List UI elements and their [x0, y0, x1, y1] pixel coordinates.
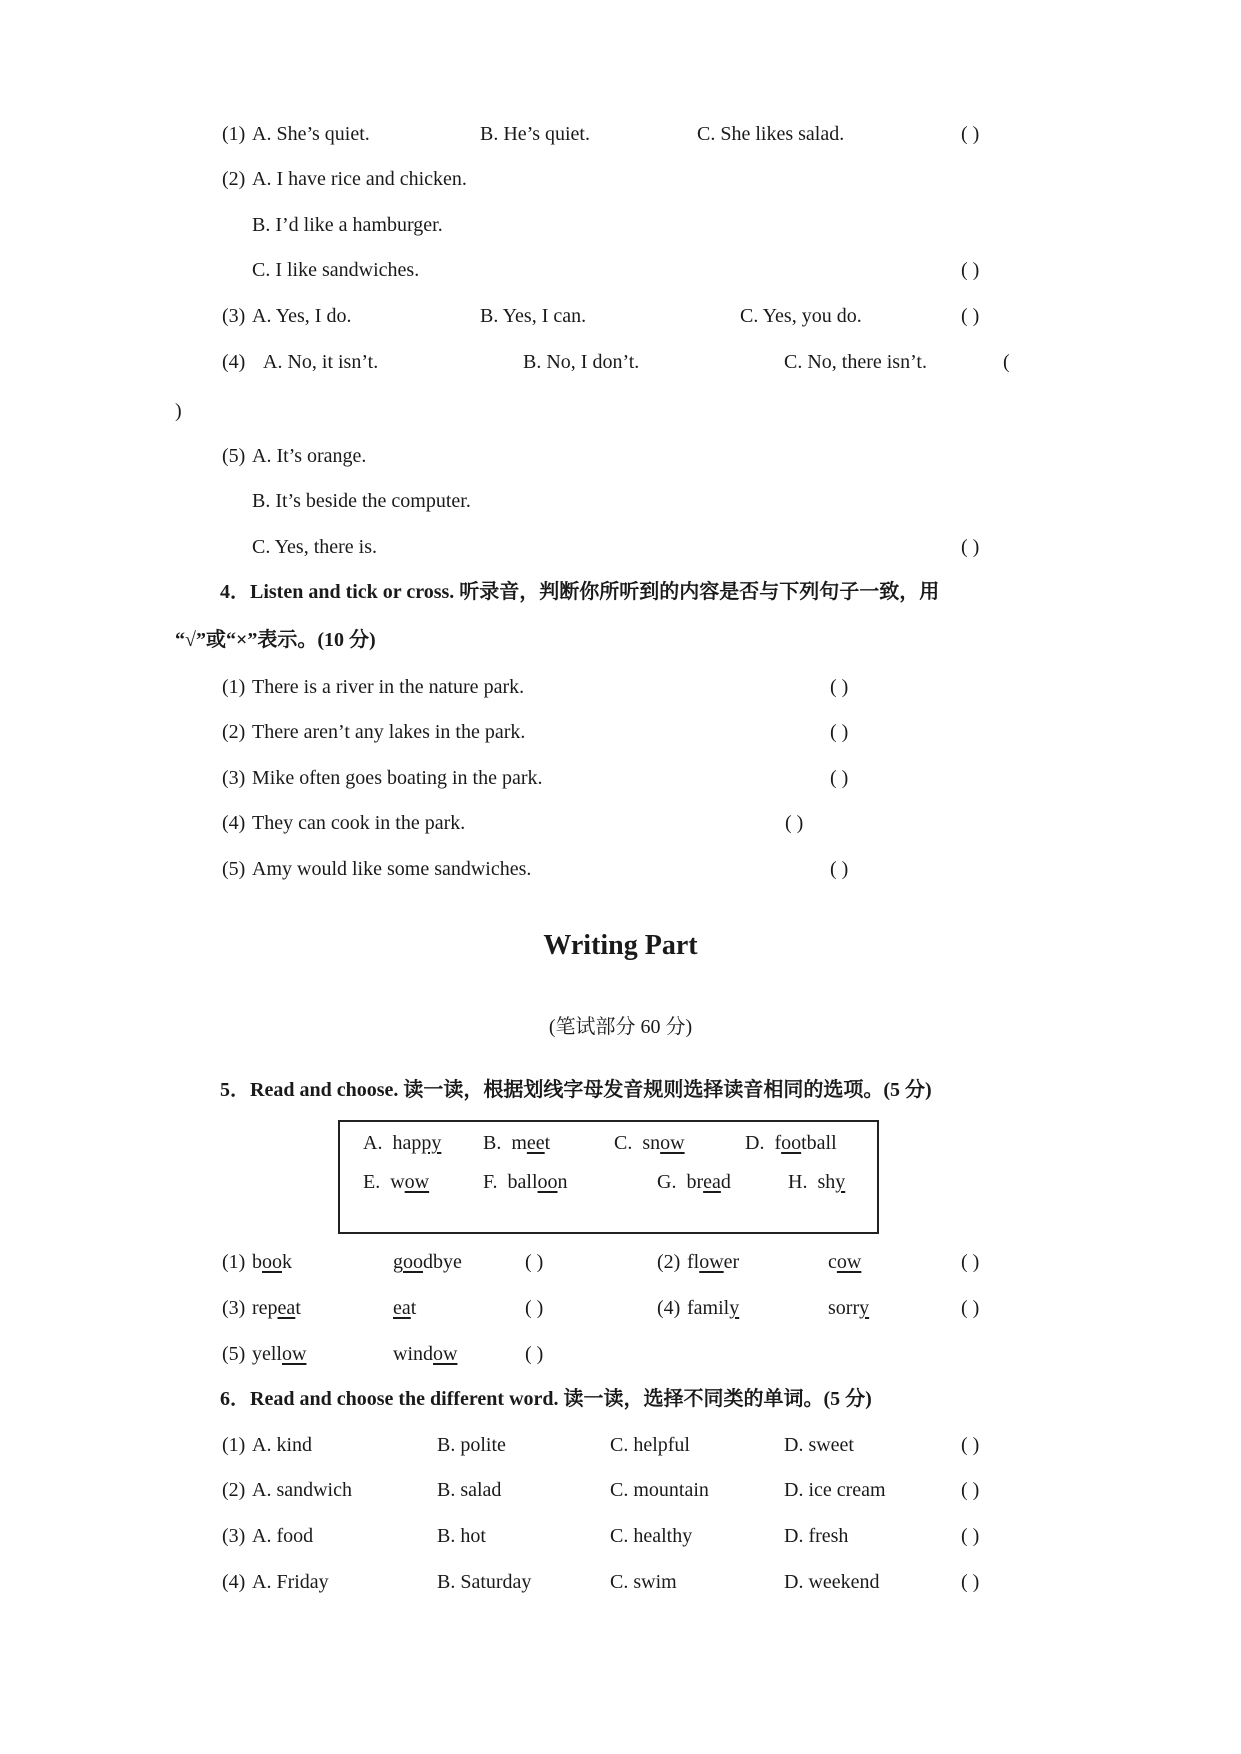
q6-1-option-a: A. kind — [252, 1434, 312, 1456]
q3-4-paren-open: ( — [1003, 351, 1010, 373]
box-option-f: F. balloon — [483, 1171, 568, 1193]
q6-2-option-d: D. ice cream — [784, 1479, 886, 1501]
box-option-c: C. snow — [614, 1132, 685, 1154]
q4-5-answer-blank: ( ) — [830, 858, 849, 880]
q6-4-option-a: A. Friday — [252, 1571, 329, 1593]
q6-4-option-c: C. swim — [610, 1571, 677, 1593]
q4-1-sentence: There is a river in the nature park. — [252, 676, 525, 698]
section4-heading: 4．Listen and tick or cross. 听录音，判断你所听到的内容是否与下列句子一致，用 — [220, 581, 940, 603]
q3-5-number: (5) — [222, 445, 246, 467]
q5-2-word1: flower — [687, 1251, 740, 1273]
writing-part-title: Writing Part — [543, 930, 698, 961]
q3-5-option-b: B. It’s beside the computer. — [252, 490, 471, 512]
q3-5-answer-blank: ( ) — [961, 536, 980, 558]
q5-2-number: (2) — [657, 1251, 681, 1273]
box-option-a: A. happy — [363, 1132, 442, 1154]
q3-4-option-a: A. No, it isn’t. — [263, 351, 379, 373]
q5-5-word1: yellow — [252, 1343, 307, 1365]
q3-1-option-a: A. She’s quiet. — [252, 123, 370, 145]
q3-4-paren-close: ) — [175, 400, 182, 422]
q5-3-answer-blank: ( ) — [525, 1297, 544, 1319]
q5-2-word2: cow — [828, 1251, 862, 1273]
box-option-h: H. shy — [788, 1171, 846, 1193]
q5-5-answer-blank: ( ) — [525, 1343, 544, 1365]
q6-4-number: (4) — [222, 1571, 246, 1593]
q5-1-number: (1) — [222, 1251, 246, 1273]
q6-1-number: (1) — [222, 1434, 246, 1456]
q6-2-option-a: A. sandwich — [252, 1479, 352, 1501]
box-option-d: D. football — [745, 1132, 837, 1154]
q3-5-option-a: A. It’s orange. — [252, 445, 367, 467]
q6-1-option-c: C. helpful — [610, 1434, 690, 1456]
q4-3-sentence: Mike often goes boating in the park. — [252, 767, 543, 789]
q6-3-option-d: D. fresh — [784, 1525, 849, 1547]
q3-2-option-b: B. I’d like a hamburger. — [252, 214, 443, 236]
q6-3-option-b: B. hot — [437, 1525, 486, 1547]
q3-2-option-c: C. I like sandwiches. — [252, 259, 420, 281]
q6-1-option-d: D. sweet — [784, 1434, 854, 1456]
q6-1-answer-blank: ( ) — [961, 1434, 980, 1456]
q4-5-sentence: Amy would like some sandwiches. — [252, 858, 532, 880]
box-option-e: E. wow — [363, 1171, 430, 1193]
q4-5-number: (5) — [222, 858, 246, 880]
q3-4-number: (4) — [222, 351, 246, 373]
q6-3-answer-blank: ( ) — [961, 1525, 980, 1547]
q5-3-word2: eat — [393, 1297, 417, 1319]
q4-3-answer-blank: ( ) — [830, 767, 849, 789]
q6-4-answer-blank: ( ) — [961, 1571, 980, 1593]
q4-2-sentence: There aren’t any lakes in the park. — [252, 721, 526, 743]
q6-3-option-c: C. healthy — [610, 1525, 693, 1547]
section6-heading: 6．Read and choose the different word. 读一读，选择不同类的单词。(5 分) — [220, 1388, 872, 1410]
q4-4-number: (4) — [222, 812, 246, 834]
q5-1-word2: goodbye — [393, 1251, 462, 1273]
q3-3-answer-blank: ( ) — [961, 305, 980, 327]
q6-4-option-d: D. weekend — [784, 1571, 880, 1593]
q4-1-number: (1) — [222, 676, 246, 698]
q5-2-answer-blank: ( ) — [961, 1251, 980, 1273]
q4-2-number: (2) — [222, 721, 246, 743]
q6-2-number: (2) — [222, 1479, 246, 1501]
q5-3-word1: repeat — [252, 1297, 301, 1319]
q6-2-answer-blank: ( ) — [961, 1479, 980, 1501]
q5-4-word1: family — [687, 1297, 740, 1319]
q6-1-option-b: B. polite — [437, 1434, 506, 1456]
box-option-g: G. bread — [657, 1171, 731, 1193]
q5-5-word2: window — [393, 1343, 458, 1365]
q3-1-option-c: C. She likes salad. — [697, 123, 845, 145]
q4-4-answer-blank: ( ) — [785, 812, 804, 834]
q3-4-option-b: B. No, I don’t. — [523, 351, 640, 373]
q4-3-number: (3) — [222, 767, 246, 789]
q3-2-number: (2) — [222, 168, 246, 190]
q3-2-option-a: A. I have rice and chicken. — [252, 168, 467, 190]
q3-3-number: (3) — [222, 305, 246, 327]
q3-3-option-c: C. Yes, you do. — [740, 305, 862, 327]
q6-4-option-b: B. Saturday — [437, 1571, 532, 1593]
q4-4-sentence: They can cook in the park. — [252, 812, 466, 834]
q6-2-option-c: C. mountain — [610, 1479, 709, 1501]
q5-4-number: (4) — [657, 1297, 681, 1319]
q5-4-answer-blank: ( ) — [961, 1297, 980, 1319]
q5-5-number: (5) — [222, 1343, 246, 1365]
q3-4-option-c: C. No, there isn’t. — [784, 351, 927, 373]
writing-part-subtitle: (笔试部分 60 分) — [548, 1016, 693, 1038]
q3-3-option-a: A. Yes, I do. — [252, 305, 352, 327]
section4-heading-line2: “√”或“×”表示。(10 分) — [175, 629, 376, 651]
q6-3-option-a: A. food — [252, 1525, 314, 1547]
q5-4-word2: sorry — [828, 1297, 870, 1319]
section5-heading: 5．Read and choose. 读一读，根据划线字母发音规则选择读音相同的选项。(5 分) — [220, 1079, 932, 1101]
q3-1-number: (1) — [222, 123, 246, 145]
q3-3-option-b: B. Yes, I can. — [480, 305, 587, 327]
q4-2-answer-blank: ( ) — [830, 721, 849, 743]
q6-2-option-b: B. salad — [437, 1479, 502, 1501]
q3-1-answer-blank: ( ) — [961, 123, 980, 145]
q3-1-option-b: B. He’s quiet. — [480, 123, 590, 145]
q6-3-number: (3) — [222, 1525, 246, 1547]
q5-3-number: (3) — [222, 1297, 246, 1319]
q3-5-option-c: C. Yes, there is. — [252, 536, 378, 558]
q5-1-word1: book — [252, 1251, 292, 1273]
box-option-b: B. meet — [483, 1132, 551, 1154]
q5-1-answer-blank: ( ) — [525, 1251, 544, 1273]
q3-2-answer-blank: ( ) — [961, 259, 980, 281]
q4-1-answer-blank: ( ) — [830, 676, 849, 698]
